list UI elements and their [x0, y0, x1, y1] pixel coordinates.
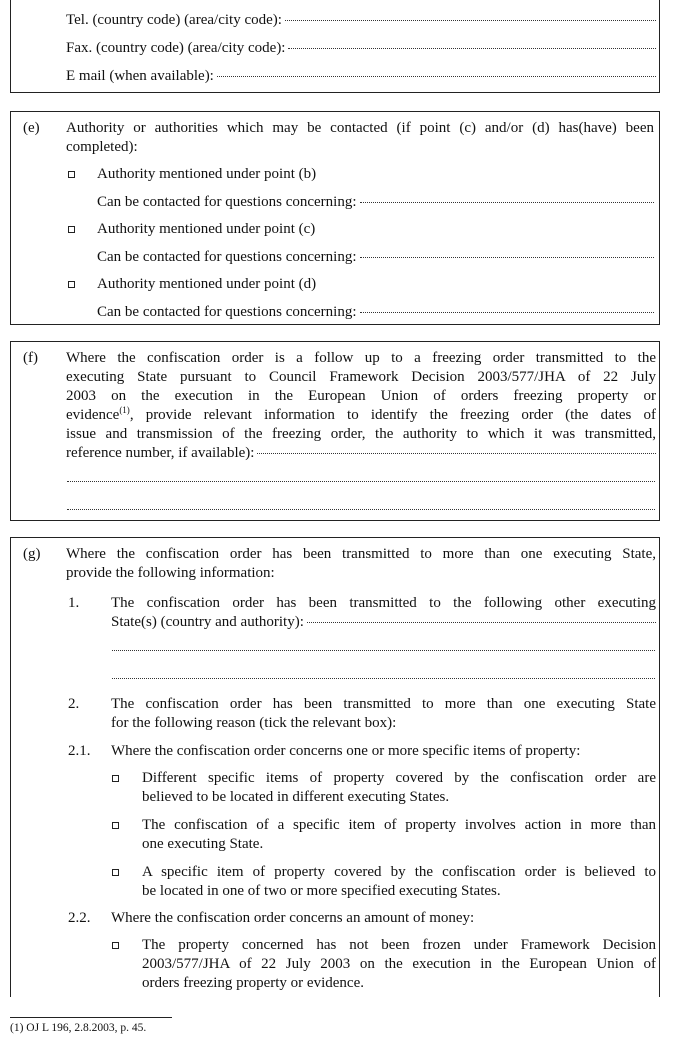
section-f-line2: executing State pursuant to Council Framework Decision 2003/577/JHA of 22 July	[66, 369, 656, 385]
section-f-line6: reference number, if available):	[66, 445, 255, 461]
section-f-line4b: , provide relevant information to identify the freezing order (the dates of	[129, 407, 656, 423]
authority-d-questions-field[interactable]	[97, 303, 654, 322]
checkbox-authority-c[interactable]	[68, 226, 75, 233]
section-g-intro-line1: Where the confiscation order has been transmitted to more than one executing State,	[66, 546, 656, 562]
option-different-items-line1: Different specific items of property covered by the confiscation order are	[142, 770, 656, 786]
section-f-line5: issue and transmission of the freezing order, the authority to which it was transmitted,	[66, 426, 656, 442]
checkbox-authority-b[interactable]	[68, 171, 75, 178]
footnote-ref[interactable]: (1)	[119, 405, 130, 415]
section-e-intro	[66, 119, 654, 157]
checkbox-multiple-states-action[interactable]	[112, 822, 119, 829]
section-f-line4	[66, 406, 656, 425]
section-g	[10, 537, 660, 997]
option-one-of-several-states-line2: be located in one of two or more specified executing States.	[142, 883, 501, 899]
option-multiple-states-action-line2: one executing State.	[142, 836, 264, 852]
item-1-line1: The confiscation order has been transmitted to the following other executing	[111, 595, 656, 611]
section-g-intro-line2: provide the following information:	[66, 565, 275, 581]
option-different-items-line2: believed to be located in different executing States.	[142, 789, 450, 805]
option-multiple-states-action-line1: The confiscation of a specific item of property involves action in more than	[142, 817, 656, 833]
tel-label: Tel. (country code) (area/city code):	[66, 12, 282, 28]
authority-c-questions-field[interactable]	[97, 248, 654, 267]
section-g-intro	[66, 545, 656, 583]
option-one-of-several-states-line1: A specific item of property covered by the confiscation order is believed to	[142, 864, 656, 880]
item-2-line2: for the following reason (tick the relevant box):	[111, 715, 397, 731]
item-2-line1: The confiscation order has been transmitted to more than one executing State	[111, 696, 656, 712]
other-executing-states-field[interactable]	[111, 613, 656, 632]
section-f-line1: Where the confiscation order is a follow up to a freezing order transmitted to the	[66, 350, 656, 366]
checkbox-authority-d[interactable]	[68, 281, 75, 288]
authority-c-questions-label: Can be contacted for questions concerning:	[97, 249, 357, 265]
checkbox-not-frozen[interactable]	[112, 942, 119, 949]
section-f-line3: 2003 on the execution in the European Union of orders freezing property or	[66, 388, 656, 404]
authority-b-questions-field[interactable]	[97, 193, 654, 212]
option-not-frozen-line2: 2003/577/JHA of 22 July 2003 on the execution in the European Union of	[142, 956, 656, 972]
section-e-intro-line1: Authority or authorities which may be contacted (if point (c) and/or (d) has(have) been	[66, 120, 654, 136]
checkbox-different-items[interactable]	[112, 775, 119, 782]
checkbox-one-of-several-states[interactable]	[112, 869, 119, 876]
option-authority-d-label: Authority mentioned under point (d)	[97, 276, 317, 292]
freezing-order-info-line3[interactable]	[67, 509, 655, 510]
freezing-order-info-line2[interactable]	[67, 481, 655, 482]
freezing-order-info-field[interactable]	[66, 444, 656, 463]
footnote-rule	[10, 1017, 172, 1018]
section-f-marker: (f)	[23, 350, 38, 366]
option-multiple-states-action	[142, 816, 656, 854]
item-2-text	[111, 695, 656, 733]
fax-label: Fax. (country code) (area/city code):	[66, 40, 286, 56]
section-f-line4a: evidence	[66, 407, 120, 423]
section-g-marker: (g)	[23, 546, 41, 562]
section-e-marker: (e)	[23, 120, 40, 136]
option-not-frozen-line3: orders freezing property or evidence.	[142, 975, 364, 991]
authority-b-questions-label: Can be contacted for questions concerning:	[97, 194, 357, 210]
option-authority-c-label: Authority mentioned under point (c)	[97, 221, 316, 237]
item-2-2-number: 2.2.	[68, 910, 91, 926]
section-f-text	[66, 349, 656, 444]
contact-box	[10, 0, 660, 93]
authority-d-questions-label: Can be contacted for questions concerning:	[97, 304, 357, 320]
item-2-1-text: Where the confiscation order concerns one or more specific items of property:	[111, 743, 581, 759]
email-label: E mail (when available):	[66, 68, 214, 84]
option-authority-b-label: Authority mentioned under point (b)	[97, 166, 317, 182]
section-e	[10, 111, 660, 325]
other-executing-states-line2[interactable]	[112, 650, 655, 651]
option-different-items	[142, 769, 656, 807]
item-1-line2: State(s) (country and authority):	[111, 614, 304, 630]
section-e-intro-line2: completed):	[66, 139, 138, 155]
item-1-number: 1.	[68, 595, 80, 611]
item-2-2-text: Where the confiscation order concerns an amount of money:	[111, 910, 475, 926]
option-not-frozen-line1: The property concerned has not been frozen under Framework Decision	[142, 937, 656, 953]
email-field[interactable]	[66, 67, 656, 86]
option-one-of-several-states	[142, 863, 656, 901]
section-f	[10, 341, 660, 521]
other-executing-states-line3[interactable]	[112, 678, 655, 679]
item-2-number: 2.	[68, 696, 80, 712]
item-2-1-number: 2.1.	[68, 743, 91, 759]
fax-field[interactable]	[66, 39, 656, 58]
tel-field[interactable]	[66, 11, 656, 30]
item-1-text	[111, 594, 656, 613]
option-not-frozen	[142, 936, 656, 993]
footnote: (1) OJ L 196, 2.8.2003, p. 45.	[10, 1022, 147, 1034]
